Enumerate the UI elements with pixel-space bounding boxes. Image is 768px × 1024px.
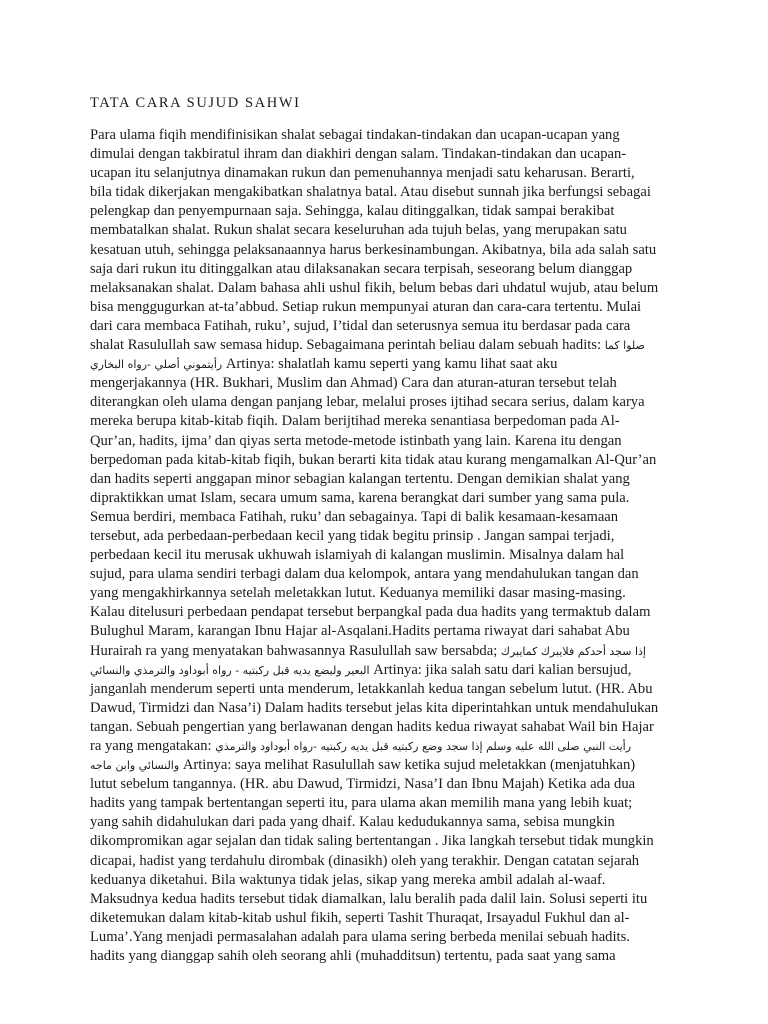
text-segment: Luma’.Yang menjadi permasalahan adalah para ulama sering berbeda menilai sebuah hadits. <box>90 928 630 945</box>
text-line <box>90 775 690 794</box>
text-line <box>90 947 690 966</box>
text-line <box>90 451 690 470</box>
text-line <box>90 813 690 832</box>
text-line <box>90 241 690 260</box>
text-line <box>90 374 690 393</box>
text-line <box>90 336 690 355</box>
text-line <box>90 852 690 871</box>
text-line <box>90 890 690 909</box>
text-line <box>90 871 690 890</box>
text-line <box>90 298 690 317</box>
text-segment: Para ulama fiqih mendifinisikan shalat sebagai tindakan-tindakan dan ucapan-ucapan yang <box>90 127 620 143</box>
text-line <box>90 221 690 240</box>
arabic-text: إذا سجد أحدكم فلايبرك كمايبرك <box>500 644 646 658</box>
text-line <box>90 183 690 202</box>
text-segment: ra yang mengatakan: <box>90 738 216 754</box>
arabic-text: البعير وليضع يديه قبل ركبتيه - رواه أبوداود والترمذي والنسائي <box>90 663 370 677</box>
text-segment: Kalau ditelusuri perbedaan pendapat tersebut berpangkal pada dua hadits yang termaktub dalam <box>90 604 651 621</box>
document-body <box>90 126 690 966</box>
text-line <box>90 928 690 947</box>
text-segment: keduanya diketahui. Bila waktunya tidak jelas, sikap yang mereka ambil adalah al-waaf. <box>90 871 606 888</box>
arabic-text: رأيت النبي صلى الله عليه وسلم إذا سجد وضع ركبتيه قبل يديه ركبتيه -رواه أبوداود والترمذي <box>215 740 632 753</box>
text-line <box>90 126 690 145</box>
text-segment: Qur’an, hadits, ijma’ dan qiyas serta metode-metode istinbath yang lain. Karena itu dengan <box>90 432 622 449</box>
text-segment: dari cara membaca Fatihah, ruku’, sujud, I’tidal dan seterusnya semua itu berdasar pada cara <box>90 317 631 334</box>
text-segment: dipraktikkan umat Islam, secara umum sama, karena berangkat dari sumber yang sama pula. <box>90 489 630 506</box>
text-line <box>90 202 690 221</box>
text-segment: mengerjakannya (HR. Bukhari, Muslim dan Ahmad) Cara dan aturan-aturan tersebut telah <box>90 375 617 392</box>
text-segment: berpedoman pada kitab-kitab fiqih, bukan berarti kita tidak atau kurang mengamalkan Al-Qur’an <box>90 451 657 468</box>
text-segment: Hurairah ra yang menyatakan bahwasannya Rasulullah saw bersabda; <box>90 642 501 659</box>
text-line <box>90 527 690 546</box>
text-line <box>90 432 690 451</box>
text-segment: yang sahih didahulukan dari pada yang dhaif. Kalau kedudukannya sama, sebisa mungkin <box>90 814 615 831</box>
text-line <box>90 508 690 527</box>
text-line <box>90 164 690 183</box>
text-segment: sujud, para ulama sendiri terbagi dalam dua kelompok, antara yang mendahulukan tangan dan <box>90 566 639 583</box>
text-line <box>90 470 690 489</box>
text-segment: saja dari rukun itu ditinggalkan atau dilaksanakan secara terpisah, seseorang belum dianggap <box>90 260 633 277</box>
text-segment: membatalkan shalat. Rukun shalat secara keseluruhan ada tujuh belas, yang merupakan satu <box>90 222 627 239</box>
text-segment: dimulai dengan takbiratul ihram dan diakhiri dengan salam. Tindakan-tindakan dan ucapan- <box>90 146 627 163</box>
text-segment: Artinya: shalatlah kamu seperti yang kamu lihat saat aku <box>222 356 558 373</box>
document-title: TATA CARA SUJUD SAHWI <box>90 95 301 111</box>
text-segment: shalat Rasulullah saw semasa hidup. Sebagaimana perintah beliau dalam sebuah hadits: <box>90 337 605 354</box>
text-line <box>90 661 690 680</box>
text-segment: Bulughul Maram, karangan Ibnu Hajar al-Asqalani.Hadits pertama riwayat dari sahabat Abu <box>90 623 630 640</box>
text-segment: kesatuan utuh, sehingga pelaksanaannya harus berkesinambungan. Akibatnya, bila ada salah satu <box>90 241 657 258</box>
text-segment: dikompromikan agar sejalan dan tidak saling bertentangan . Jika langkah tersebut tidak mungkin <box>90 833 654 850</box>
text-segment: yang mengakhirkannya setelah meletakkan lutut. Keduanya memiliki dasar masing-masing. <box>90 585 626 602</box>
text-segment: tangan. Sebuah pengertian yang berlawanan dengan hadits kedua riwayat sahabat Wail bin Hajar <box>90 718 654 735</box>
text-line <box>90 393 690 412</box>
text-line <box>90 756 690 775</box>
text-segment: diterangkan oleh ulama dengan panjang lebar, melalui proses ijtihad secara serius, dalam karya <box>90 394 645 411</box>
text-segment: Semua berdiri, membaca Fatihah, ruku’ dan sebagainya. Tapi di balik kesamaan-kesamaan <box>90 508 619 525</box>
text-segment: lutut sebelum tangannya. (HR. abu Dawud, Tirmidzi, Nasa’I dan Ibnu Majah) Ketika ada dua <box>90 776 636 793</box>
text-line <box>90 718 690 737</box>
text-line <box>90 699 690 718</box>
text-segment: Artinya: saya melihat Rasulullah saw ketika sujud meletakkan (menjatuhkan) <box>179 757 636 774</box>
text-segment: Artinya: jika salah satu dari kalian bersujud, <box>369 661 632 678</box>
text-line <box>90 412 690 431</box>
text-segment: melaksanakan shalat. Dalam bahasa ahli ushul fikih, belum bebas dari uhdatul wujub, atau belum <box>90 279 659 296</box>
text-line <box>90 832 690 851</box>
text-line <box>90 680 690 699</box>
text-segment: perbedaan kecil itu merusak ukhuwah islamiyah di kalangan muslimin. Misalnya dalam hal <box>90 547 625 564</box>
text-line <box>90 603 690 622</box>
text-line <box>90 584 690 603</box>
text-line <box>90 642 690 661</box>
text-line <box>90 909 690 928</box>
text-line <box>90 355 690 374</box>
arabic-text: رأيتموني أصلي -رواه البخاري <box>90 358 223 372</box>
text-segment: bisa menggugurkan at-ta’abbud. Setiap rukun mempunyai aturan dan cara-cara tertentu. Mulai <box>90 298 642 315</box>
text-segment: ucapan itu selanjutnya dinamakan rukun dan pemenuhannya menjadi satu keharusan. Berarti, <box>90 165 635 182</box>
text-segment: tersebut, ada perbedaan-perbedaan kecil yang tidak begitu prinsip . Jangan sampai terjadi, <box>90 527 615 544</box>
text-line <box>90 279 690 298</box>
text-line <box>90 260 690 279</box>
arabic-text: والنسائي وابن ماجه <box>90 759 180 773</box>
text-segment: pelengkap dan penyempurnaan saja. Sehingga, kalau ditinggalkan, tidak sampai berakibat <box>90 203 615 220</box>
text-line <box>90 546 690 565</box>
text-line <box>90 145 690 164</box>
text-segment: dicapai, hadist yang terdahulu dirombak (dinasikh) oleh yang terakhir. Dengan catatan sejarah <box>90 852 640 869</box>
text-segment: hadits yang tampak bertentangan seperti itu, para ulama akan memilih mana yang lebih kuat; <box>90 795 633 812</box>
text-segment: mereka berupa kitab-kitab fiqih. Dalam berijtihad mereka senantiasa berpedoman pada Al- <box>90 413 620 430</box>
text-segment: dan hadits seperti anggapan minor sebagian kalangan tertentu. Dengan demikian shalat yang <box>90 470 630 487</box>
text-line <box>90 737 690 756</box>
arabic-text: صلوا كما <box>604 339 645 353</box>
text-segment: Maksudnya kedua hadits tersebut tidak diamalkan, lalu beralih pada dalil lain. Solusi seperti itu <box>90 890 648 907</box>
text-line <box>90 489 690 508</box>
text-line <box>90 317 690 336</box>
text-line <box>90 622 690 641</box>
text-segment: diketemukan dalam kitab-kitab ushul fikih, seperti Tashit Thuraqat, Irsayadul Fukhul dan al- <box>90 909 630 926</box>
text-line <box>90 794 690 813</box>
text-segment: hadits yang dianggap sahih oleh seorang ahli (muhadditsun) tertentu, pada saat yang sama <box>90 948 616 965</box>
text-line <box>90 565 690 584</box>
text-segment: bila tidak dikerjakan mengakibatkan shalatnya batal. Atau disebut sunnah jika berfungsi sebagai <box>90 184 651 201</box>
text-segment: janganlah menderum seperti unta menderum, letakkanlah kedua tangan sebelum lutut. (HR. Abu <box>90 680 653 697</box>
text-segment: Dawud, Tirmidzi dan Nasa’i) Dalam hadits tersebut jelas kita diperintahkan untuk mendahulukan <box>90 699 659 716</box>
